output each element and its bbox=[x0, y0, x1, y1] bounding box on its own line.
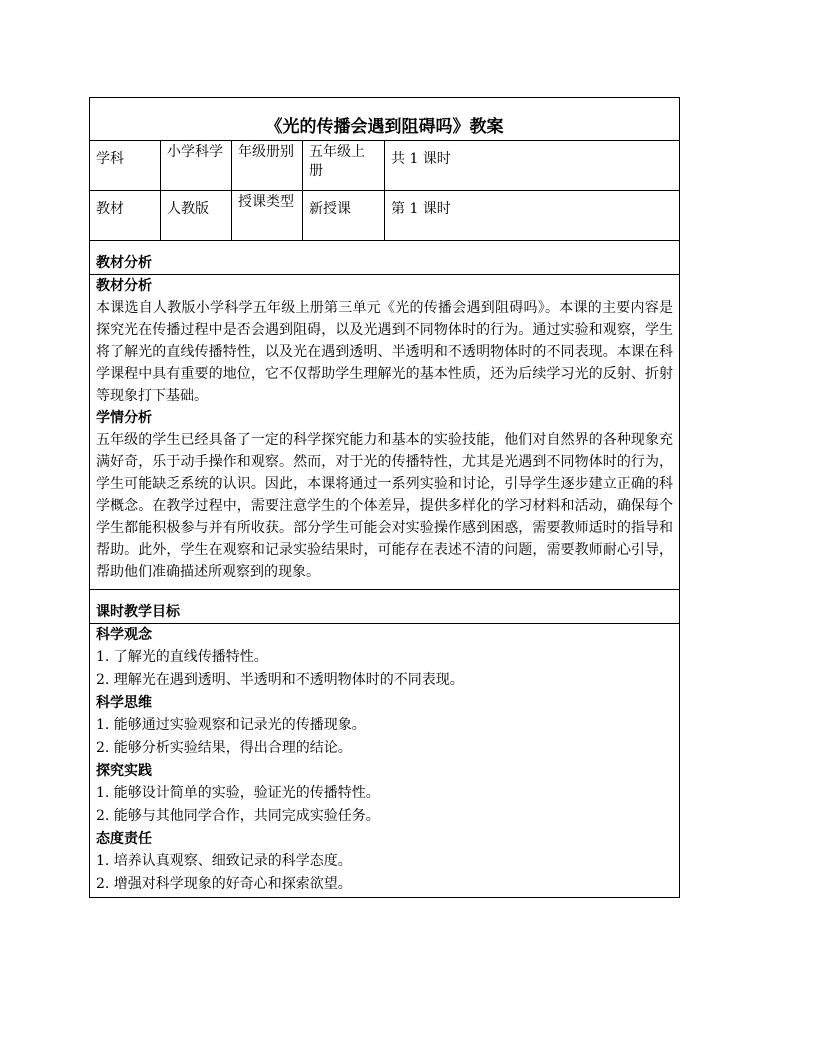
current-period: 第 1 课时 bbox=[385, 191, 680, 241]
objective-group-heading: 态度责任 bbox=[96, 831, 152, 847]
analysis-section-heading: 教材分析 bbox=[90, 241, 680, 275]
info-row-2 bbox=[90, 191, 680, 241]
objective-item: 2. 增强对科学现象的好奇心和探索欲望。 bbox=[96, 876, 352, 892]
objective-item: 1. 能够通过实验观察和记录光的传播现象。 bbox=[96, 717, 366, 733]
objectives-section-heading: 课时教学目标 bbox=[90, 590, 680, 624]
objective-group-heading: 科学观念 bbox=[96, 627, 152, 643]
objective-item: 2. 理解光在遇到透明、半透明和不透明物体时的不同表现。 bbox=[96, 672, 464, 688]
objective-group-thinking bbox=[96, 692, 673, 760]
objective-group-heading: 科学思维 bbox=[96, 695, 152, 711]
objective-group-heading: 探究实践 bbox=[96, 763, 152, 779]
material-analysis-text: 本课选自人教版小学科学五年级上册第三单元《光的传播会遇到阻碍吗》。本课的主要内容是探究光在传播过程中是否会遇到阻碍，以及光遇到不同物体时的行为。通过实验和观察，学生将了解光的直线传播特性，以及光在遇到透明、半透明和不透明物体时的不同表现。本课在科学课程中具有重要的地位，它不仅帮助学生理解光的基本性质，还为后续学习光的反射、折射等现象打下基础。 bbox=[96, 300, 674, 404]
subject-label: 学科 bbox=[90, 141, 161, 191]
objective-item: 1. 培养认真观察、细致记录的科学态度。 bbox=[96, 853, 352, 869]
objective-item: 2. 能够与其他同学合作，共同完成实验任务。 bbox=[96, 808, 380, 824]
material-analysis-heading: 教材分析 bbox=[96, 278, 152, 294]
grade-label: 年级册别 bbox=[232, 141, 303, 191]
objective-item: 1. 能够设计简单的实验，验证光的传播特性。 bbox=[96, 785, 380, 801]
lesson-plan-page bbox=[89, 97, 679, 898]
analysis-section-body bbox=[90, 275, 680, 590]
objective-group-practice bbox=[96, 760, 673, 828]
total-periods: 共 1 课时 bbox=[385, 141, 680, 191]
lesson-type-label: 授课类型 bbox=[232, 191, 303, 241]
grade-value: 五年级上册 bbox=[303, 141, 385, 191]
student-analysis-text: 五年级的学生已经具备了一定的科学探究能力和基本的实验技能，他们对自然界的各种现象充满好奇，乐于动手操作和观察。然而，对于光的传播特性，尤其是光遇到不同物体时的行为，学生可能缺乏系统的认识。因此，本课将通过一系列实验和讨论，引导学生逐步建立正确的科学概念。在教学过程中，需要注意学生的个体差异，提供多样化的学习材料和活动，确保每个学生都能积极参与并有所收获。部分学生可能会对实验操作感到困惑，需要教师适时的指导和帮助。此外，学生在观察和记录实验结果时，可能存在表述不清的问题，需要教师耐心引导，帮助他们准确描述所观察到的现象。 bbox=[96, 432, 674, 580]
objective-item: 1. 了解光的直线传播特性。 bbox=[96, 649, 268, 665]
lesson-type-value: 新授课 bbox=[303, 191, 385, 241]
info-row-1 bbox=[90, 141, 680, 191]
objective-group-concept bbox=[96, 624, 673, 692]
subject-value: 小学科学 bbox=[161, 141, 232, 191]
student-analysis-heading: 学情分析 bbox=[96, 410, 152, 426]
objective-item: 2. 能够分析实验结果，得出合理的结论。 bbox=[96, 740, 352, 756]
objective-group-attitude bbox=[96, 828, 673, 896]
objectives-section-body bbox=[90, 624, 680, 898]
lesson-plan-table bbox=[89, 97, 680, 898]
document-title: 《光的传播会遇到阻碍吗》教案 bbox=[90, 98, 680, 141]
textbook-value: 人教版 bbox=[161, 191, 232, 241]
textbook-label: 教材 bbox=[90, 191, 161, 241]
